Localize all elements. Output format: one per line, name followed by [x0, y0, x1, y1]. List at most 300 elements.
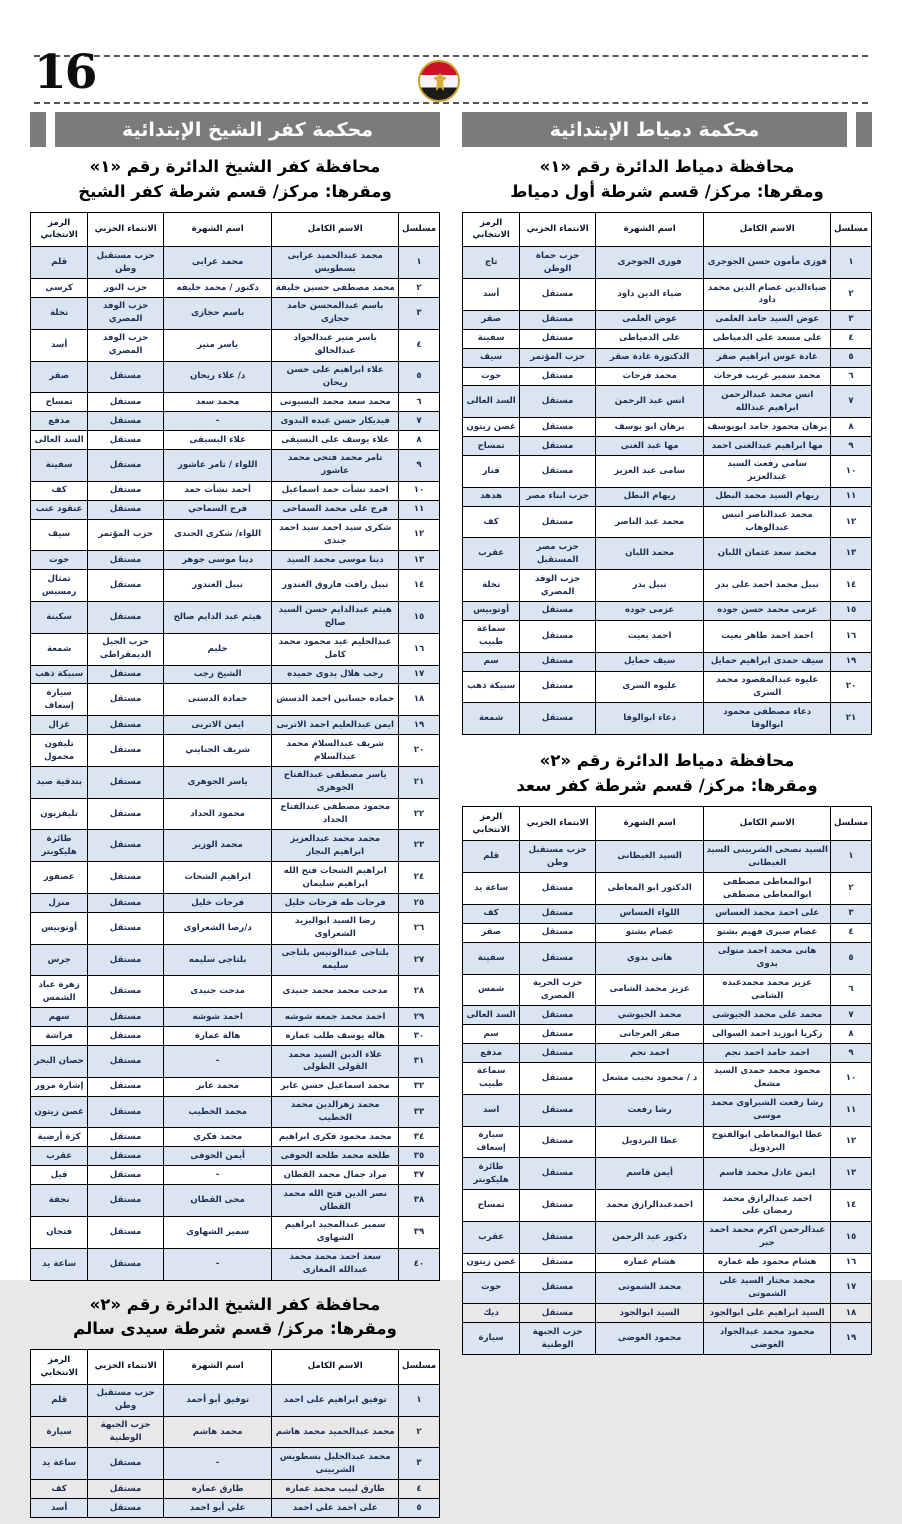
cell-serial: ٣٢	[399, 1077, 440, 1096]
cell-full-name: على مسعد على الدمياطى	[704, 329, 831, 348]
candidate-row	[463, 279, 872, 311]
cell-famous-name: اللواء العساس	[595, 904, 703, 923]
cell-famous-name: ياسر منير	[163, 329, 271, 361]
cell-full-name: سامى رفعت السيد عبدالعزيز	[704, 455, 831, 487]
cell-famous-name: أيمن قاسم	[595, 1158, 703, 1190]
candidate-row	[463, 437, 872, 456]
column-kafr-elsheikh	[30, 112, 440, 1524]
cell-symbol: عنقود عنب	[31, 500, 88, 519]
cell-symbol: تمساح	[463, 437, 520, 456]
cell-symbol: سفينة	[463, 942, 520, 974]
cell-famous-name: محمد الجيوشي	[595, 1006, 703, 1025]
candidate-row	[463, 974, 872, 1006]
cell-full-name: هشام محمود طه عماره	[704, 1253, 831, 1272]
cell-symbol: صقر	[463, 923, 520, 942]
column-header-serial: مسلسل	[831, 212, 872, 247]
candidate-row	[31, 1448, 440, 1480]
cell-serial: ٥	[831, 348, 872, 367]
candidate-row	[31, 1046, 440, 1078]
cell-symbol: مدفع	[463, 1044, 520, 1063]
cell-full-name: علاء الدين السيد محمد القولى الطولى	[272, 1046, 399, 1078]
candidate-row	[463, 841, 872, 873]
cell-serial: ١٦	[831, 620, 872, 652]
candidate-row	[31, 1008, 440, 1027]
cell-famous-name: محمد الخطيب	[163, 1096, 271, 1128]
cell-serial: ١٤	[831, 570, 872, 602]
section-title-kafr-1	[30, 155, 440, 205]
cell-full-name: احمد احمد طاهر بعيت	[704, 620, 831, 652]
cell-party: مستقل	[88, 361, 164, 393]
cell-famous-name: ايمن الاتربى	[163, 716, 271, 735]
cell-symbol: أسد	[463, 279, 520, 311]
column-header-famous-name: اسم الشهرة	[163, 212, 271, 247]
cell-symbol: أوتوبيس	[463, 601, 520, 620]
cell-serial: ٧	[399, 412, 440, 431]
cell-party: حزب مستقبل وطن	[88, 1384, 164, 1416]
cell-full-name: احمد عبدالرازق محمد رمضان على	[704, 1190, 831, 1222]
cell-serial: ٢	[831, 279, 872, 311]
candidate-row	[463, 506, 872, 538]
cell-serial: ١٦	[831, 1253, 872, 1272]
court-title-damietta: محكمة دمياط الإبتدائية	[462, 112, 847, 147]
cell-serial: ٦	[399, 393, 440, 412]
cell-full-name: محمد اسماعيل حسن عابر	[272, 1077, 399, 1096]
cell-party: مستقل	[88, 570, 164, 602]
cell-full-name: عبدالحليم عيد محمود محمد كامل	[272, 633, 399, 665]
cell-full-name: محمد عبدالناصر انيس عبدالوهاب	[704, 506, 831, 538]
candidate-row	[31, 329, 440, 361]
cell-symbol: كرة أرضية	[31, 1128, 88, 1147]
cell-famous-name: عزمى جوده	[595, 601, 703, 620]
cell-symbol: فراشة	[31, 1027, 88, 1046]
candidate-row	[463, 873, 872, 905]
candidate-row	[463, 1304, 872, 1323]
cell-party: حزب مستقبل وطن	[520, 841, 596, 873]
cell-serial: ١٥	[399, 601, 440, 633]
cell-full-name: طلحه محمد طلحه الحوفى	[272, 1147, 399, 1166]
cell-serial: ١٠	[831, 455, 872, 487]
cell-serial: ١٩	[831, 1323, 872, 1355]
cell-serial: ٤	[831, 329, 872, 348]
cell-symbol: حوت	[463, 1272, 520, 1304]
cell-famous-name: برهان ابو يوسف	[595, 418, 703, 437]
candidate-row	[31, 481, 440, 500]
cell-party: مستقل	[520, 506, 596, 538]
cell-serial: ٢٦	[399, 912, 440, 944]
cell-symbol: سماعة طبيب	[463, 620, 520, 652]
cell-symbol: قلم	[463, 841, 520, 873]
cell-famous-name: هالة عمارة	[163, 1027, 271, 1046]
cell-serial: ١	[399, 1384, 440, 1416]
banner-notch	[856, 112, 872, 147]
column-header-symbol: الرمز الانتخابي	[463, 806, 520, 841]
candidate-row	[31, 412, 440, 431]
cell-party: مستقل	[520, 923, 596, 942]
candidate-row	[463, 601, 872, 620]
cell-symbol: سفينة	[463, 329, 520, 348]
cell-symbol: تليفون محمول	[31, 735, 88, 767]
cell-full-name: هاله يوسف طلب عماره	[272, 1027, 399, 1046]
cell-famous-name: احمد بعيت	[595, 620, 703, 652]
cell-full-name: محمد مختار السيد على الشموتى	[704, 1272, 831, 1304]
cell-symbol: ساعة يد	[31, 1248, 88, 1280]
cell-famous-name: طارق عماره	[163, 1480, 271, 1499]
cell-serial: ٣٠	[399, 1027, 440, 1046]
cell-serial: ٢٧	[399, 944, 440, 976]
candidate-row	[31, 1166, 440, 1185]
cell-full-name: برهان محمود حامد ابويوسف	[704, 418, 831, 437]
cell-party: مستقل	[520, 1253, 596, 1272]
court-banner-damietta	[462, 112, 872, 147]
cell-famous-name: محمود الحداد	[163, 798, 271, 830]
cell-famous-name: سامى عبد العزيز	[595, 455, 703, 487]
candidate-row	[31, 633, 440, 665]
candidate-row	[463, 1126, 872, 1158]
cell-full-name: فيديكار حسن عبده البدوى	[272, 412, 399, 431]
cell-party: مستقل	[520, 1025, 596, 1044]
cell-full-name: فرج على محمد السماحى	[272, 500, 399, 519]
candidate-row	[463, 1062, 872, 1094]
cell-full-name: رشا رفعت الشيراوى محمد موسى	[704, 1094, 831, 1126]
cell-symbol: سيارة إسعاف	[463, 1126, 520, 1158]
cell-symbol: تمساح	[463, 1190, 520, 1222]
cell-symbol: طائرة هليكوبتر	[31, 830, 88, 862]
candidate-row	[31, 912, 440, 944]
cell-famous-name: هيثم عبد الدايم صالح	[163, 601, 271, 633]
cell-serial: ٣٩	[399, 1216, 440, 1248]
cell-famous-name: هشام عماره	[595, 1253, 703, 1272]
column-header-full-name: الاسم الكامل	[704, 212, 831, 247]
header-row	[463, 212, 872, 247]
candidate-row	[31, 1147, 440, 1166]
cell-symbol: سماعة طبيب	[463, 1062, 520, 1094]
cell-symbol: سيارة	[31, 1416, 88, 1448]
cell-full-name: شكرى سيد احمد سيد احمد جندى	[272, 519, 399, 551]
cell-symbol: شمعة	[31, 633, 88, 665]
cell-famous-name: نبيل بدر	[595, 570, 703, 602]
cell-full-name: علاء ابراهيم على حسن ريحان	[272, 361, 399, 393]
candidate-row	[463, 620, 872, 652]
cell-full-name: طارق لبيب محمد عماره	[272, 1480, 399, 1499]
cell-famous-name: توفيق أبو أحمد	[163, 1384, 271, 1416]
cell-party: مستقل	[88, 431, 164, 450]
cell-party: مستقل	[520, 367, 596, 386]
cell-famous-name: محمد الوزير	[163, 830, 271, 862]
cell-famous-name: -	[163, 1166, 271, 1185]
cell-party: مستقل	[88, 1008, 164, 1027]
cell-party: مستقل	[520, 1190, 596, 1222]
cell-symbol: نجفة	[31, 1185, 88, 1217]
cell-famous-name: محمد عبد الناصر	[595, 506, 703, 538]
cell-famous-name: د / محمود نجيب مشعل	[595, 1062, 703, 1094]
cell-symbol: أسد	[31, 1499, 88, 1518]
cell-party: حزب ابناء مصر	[520, 487, 596, 506]
cell-symbol: عصفور	[31, 862, 88, 894]
column-header-full-name: الاسم الكامل	[272, 212, 399, 247]
page-header	[34, 45, 868, 104]
cell-famous-name: -	[163, 1448, 271, 1480]
cell-serial: ٢١	[399, 766, 440, 798]
cell-serial: ٨	[399, 431, 440, 450]
cell-symbol: تاج	[463, 247, 520, 279]
cell-famous-name: دينا موسى جوهر	[163, 551, 271, 570]
candidate-row	[463, 652, 872, 671]
cell-serial: ٢٥	[399, 894, 440, 913]
cell-full-name: ياسر منير عبدالجواد عبدالخالق	[272, 329, 399, 361]
cell-symbol: أسد	[31, 329, 88, 361]
cell-famous-name: محى القطان	[163, 1185, 271, 1217]
cell-full-name: رجب هلال بدوى حميده	[272, 665, 399, 684]
cell-serial: ١٣	[831, 1158, 872, 1190]
cell-famous-name: محمد عرابى	[163, 247, 271, 279]
cell-serial: ٥	[399, 361, 440, 393]
cell-symbol: سفينة	[31, 449, 88, 481]
cell-serial: ٣٤	[399, 1128, 440, 1147]
candidate-row	[463, 1253, 872, 1272]
candidate-row	[463, 1025, 872, 1044]
cell-serial: ١٩	[831, 652, 872, 671]
cell-serial: ١٧	[399, 665, 440, 684]
cell-famous-name: محمد عابر	[163, 1077, 271, 1096]
section-title-damietta-1	[462, 155, 872, 205]
candidate-row	[463, 418, 872, 437]
cell-full-name: ريهام السيد محمد البطل	[704, 487, 831, 506]
candidate-row	[31, 570, 440, 602]
candidate-row	[463, 247, 872, 279]
cell-serial: ١٤	[399, 570, 440, 602]
cell-party: مستقل	[88, 944, 164, 976]
candidate-row	[31, 766, 440, 798]
cell-famous-name: د/رضا الشعراوى	[163, 912, 271, 944]
cell-symbol: ساعة يد	[31, 1448, 88, 1480]
cell-party: مستقل	[520, 873, 596, 905]
cell-full-name: محمود مصطفى عبدالفتاح الحداد	[272, 798, 399, 830]
cell-famous-name: عوض العلمى	[595, 310, 703, 329]
cell-party: مستقل	[520, 1044, 596, 1063]
candidate-row	[463, 570, 872, 602]
candidates-table-damietta-2	[462, 806, 872, 1355]
cell-party: حزب حماة الوطن	[520, 247, 596, 279]
candidate-row	[463, 1272, 872, 1304]
cell-symbol: غصن زيتون	[463, 418, 520, 437]
candidate-row	[31, 862, 440, 894]
cell-famous-name: فوزى الجوجرى	[595, 247, 703, 279]
cell-full-name: ابوالمعاطى مصطفى ابوالمعاطى مصطفى	[704, 873, 831, 905]
cell-famous-name: السيد ابوالجود	[595, 1304, 703, 1323]
cell-serial: ٤	[831, 923, 872, 942]
cell-famous-name: الدكتور ابو المعاطى	[595, 873, 703, 905]
cell-full-name: دعاء مصطفى محمود ابوالوفا	[704, 703, 831, 735]
candidate-row	[463, 1006, 872, 1025]
cell-symbol: كف	[463, 506, 520, 538]
cell-famous-name: احمد شوشه	[163, 1008, 271, 1027]
cell-full-name: محمد مصطفى حسين خليفة	[272, 279, 399, 298]
candidate-row	[463, 703, 872, 735]
cell-party: مستقل	[520, 942, 596, 974]
cell-serial: ٢٩	[399, 1008, 440, 1027]
cell-symbol: سكينة	[31, 601, 88, 633]
cell-symbol: السد العالى	[31, 431, 88, 450]
cell-full-name: فوزى مأمون حسن الجوجرى	[704, 247, 831, 279]
cell-party: مستقل	[88, 1077, 164, 1096]
cell-serial: ١٨	[831, 1304, 872, 1323]
cell-full-name: علاء يوسف على البسيقى	[272, 431, 399, 450]
hq-line: ومقرها: مركز/ قسم شرطة كفر سعد	[516, 775, 818, 795]
page-number: 16	[34, 45, 96, 100]
column-header-party: الانتماء الحزبي	[88, 212, 164, 247]
cell-party: مستقل	[520, 620, 596, 652]
cell-party: مستقل	[520, 386, 596, 418]
cell-party: حزب مستقبل وطن	[88, 247, 164, 279]
candidate-row	[31, 1216, 440, 1248]
cell-symbol: شمعة	[463, 703, 520, 735]
cell-party: حزب الوفد المصري	[88, 329, 164, 361]
header-row	[463, 806, 872, 841]
candidate-row	[31, 431, 440, 450]
cell-full-name: باسم عبدالمحسن حامد حجازى	[272, 297, 399, 329]
cell-famous-name: عزيز محمد الشامى	[595, 974, 703, 1006]
candidate-row	[31, 449, 440, 481]
banner-notch	[30, 112, 46, 147]
candidate-row	[31, 1077, 440, 1096]
cell-party: مستقل	[520, 703, 596, 735]
cell-party: مستقل	[88, 1166, 164, 1185]
cell-serial: ٢٣	[399, 830, 440, 862]
cell-party: مستقل	[520, 1006, 596, 1025]
cell-serial: ٢٨	[399, 976, 440, 1008]
cell-full-name: عوض السيد حامد العلمى	[704, 310, 831, 329]
candidate-row	[463, 1221, 872, 1253]
cell-full-name: توفيق ابراهيم على احمد	[272, 1384, 399, 1416]
cell-famous-name: على الدمياطى	[595, 329, 703, 348]
cell-party: مستقل	[88, 1216, 164, 1248]
cell-famous-name: فرحات خليل	[163, 894, 271, 913]
header-row	[31, 212, 440, 247]
cell-party: مستقل	[88, 1499, 164, 1518]
cell-full-name: محمد عبدالحميد محمد هاشم	[272, 1416, 399, 1448]
cell-famous-name: هانى بدوي	[595, 942, 703, 974]
cell-famous-name: حليم	[163, 633, 271, 665]
column-header-party: الانتماء الحزبي	[520, 806, 596, 841]
cell-symbol: قلم	[31, 1384, 88, 1416]
candidate-row	[31, 361, 440, 393]
cell-symbol: سبيكة ذهب	[463, 671, 520, 703]
cell-full-name: السيد نصحى الشربينى السيد الغيطانى	[704, 841, 831, 873]
hq-line: ومقرها: مركز/ قسم شرطة سيدى سالم	[73, 1319, 397, 1339]
cell-party: مستقل	[88, 500, 164, 519]
candidate-row	[31, 500, 440, 519]
cell-full-name: محمد محمود فكرى ابراهيم	[272, 1128, 399, 1147]
cell-full-name: غادة عوس ابراهيم صقر	[704, 348, 831, 367]
candidate-row	[463, 1094, 872, 1126]
cell-serial: ٨	[831, 418, 872, 437]
cell-party: مستقل	[88, 393, 164, 412]
cell-famous-name: فرج السماحي	[163, 500, 271, 519]
cell-party: مستقل	[88, 1046, 164, 1078]
cell-full-name: نبيل رافت فاروق الغندور	[272, 570, 399, 602]
column-header-full-name: الاسم الكامل	[704, 806, 831, 841]
cell-party: مستقل	[88, 481, 164, 500]
cell-full-name: محمد عبدالجليل بسطويس الشربينى	[272, 1448, 399, 1480]
cell-serial: ١٢	[831, 1126, 872, 1158]
cell-full-name: مراد جمال محمد القطان	[272, 1166, 399, 1185]
cell-symbol: حصان البحر	[31, 1046, 88, 1078]
cell-symbol: تمساح	[31, 393, 88, 412]
candidate-row	[31, 601, 440, 633]
candidate-row	[31, 1128, 440, 1147]
cell-famous-name: عليوه السرى	[595, 671, 703, 703]
cell-symbol: ديك	[463, 1304, 520, 1323]
cell-full-name: احمد نشأت حمد اسماعيل	[272, 481, 399, 500]
cell-party: مستقل	[520, 1304, 596, 1323]
cell-party: مستقل	[88, 684, 164, 716]
candidate-row	[31, 684, 440, 716]
cell-symbol: سهم	[31, 1008, 88, 1027]
cell-serial: ٢٢	[399, 798, 440, 830]
cell-serial: ٢١	[831, 703, 872, 735]
cell-serial: ٤	[399, 329, 440, 361]
cell-serial: ٨	[831, 1025, 872, 1044]
cell-symbol: منزل	[31, 894, 88, 913]
candidate-row	[463, 904, 872, 923]
cell-serial: ١٥	[831, 601, 872, 620]
cell-full-name: رضا السيد ابواليزيد الشعراوى	[272, 912, 399, 944]
cell-famous-name: سمير الشهاوى	[163, 1216, 271, 1248]
cell-full-name: محمد عبدالحميد عرابى بسطويس	[272, 247, 399, 279]
cell-serial: ٩	[399, 449, 440, 481]
cell-famous-name: -	[163, 412, 271, 431]
cell-party: مستقل	[520, 1221, 596, 1253]
cell-full-name: مها ابراهيم عبدالغنى احمد	[704, 437, 831, 456]
column-header-famous-name: اسم الشهرة	[163, 1350, 271, 1385]
cell-serial: ١٦	[399, 633, 440, 665]
cell-party: حزب الجبهة الوطنية	[520, 1323, 596, 1355]
cell-party: مستقل	[88, 1185, 164, 1217]
cell-full-name: ضياءالدين عصام الدين محمد داود	[704, 279, 831, 311]
cell-serial: ٣	[831, 310, 872, 329]
candidate-row	[463, 348, 872, 367]
cell-party: حزب الجيل الديمقراطى	[88, 633, 164, 665]
cell-party: مستقل	[88, 1248, 164, 1280]
cell-famous-name: الدكتورة غادة صقر	[595, 348, 703, 367]
cell-symbol: سيارة إسعاف	[31, 684, 88, 716]
cell-famous-name: -	[163, 1046, 271, 1078]
cell-full-name: بلتاجى عبدالونيس بلتاجى سليمه	[272, 944, 399, 976]
cell-party: مستقل	[520, 310, 596, 329]
cell-full-name: محمد سعد عثمان اللبان	[704, 538, 831, 570]
cell-symbol: طائرة هليكوبتر	[463, 1158, 520, 1190]
cell-famous-name: -	[163, 1248, 271, 1280]
cell-serial: ٥	[399, 1499, 440, 1518]
candidate-row	[31, 519, 440, 551]
cell-symbol: قلم	[31, 247, 88, 279]
cell-party: مستقل	[520, 1126, 596, 1158]
cell-famous-name: أيمن الحوفى	[163, 1147, 271, 1166]
candidates-table-damietta-1	[462, 212, 872, 736]
cell-famous-name: علي أبو احمد	[163, 1499, 271, 1518]
cell-symbol: حوت	[31, 551, 88, 570]
cell-serial: ٣	[831, 904, 872, 923]
cell-symbol: كف	[31, 1480, 88, 1499]
cell-serial: ٣٣	[399, 1096, 440, 1128]
cell-party: مستقل	[88, 976, 164, 1008]
cell-serial: ٢	[831, 873, 872, 905]
cell-serial: ٩	[831, 1044, 872, 1063]
candidate-row	[31, 976, 440, 1008]
cell-party: مستقل	[520, 904, 596, 923]
cell-party: مستقل	[520, 1272, 596, 1304]
cell-full-name: محمود محمد حمدى السيد مشعل	[704, 1062, 831, 1094]
